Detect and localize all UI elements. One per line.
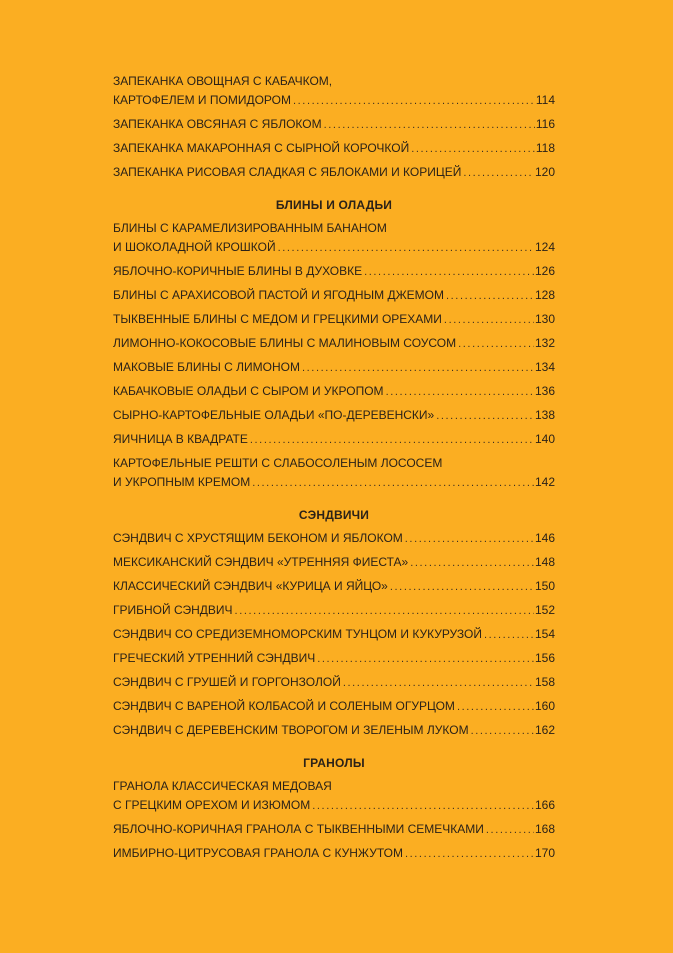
page-number: 138	[534, 408, 555, 422]
toc-entry[interactable]	[113, 625, 555, 645]
entry-line	[113, 382, 555, 402]
dot-leader	[405, 845, 534, 864]
toc-entry[interactable]	[113, 820, 555, 840]
page-number: 168	[534, 822, 555, 836]
section-heading: СЭНДВИЧИ	[298, 508, 370, 522]
dot-leader	[302, 359, 534, 378]
toc-entry[interactable]	[113, 529, 555, 549]
entry-title: БЛИНЫ С АРАХИСОВОЙ ПАСТОЙ И ЯГОДНЫМ ДЖЕМОМ	[113, 288, 444, 302]
page-number: 162	[534, 723, 555, 737]
entry-line	[113, 139, 555, 159]
toc-entry[interactable]	[113, 577, 555, 597]
entry-line	[113, 262, 555, 282]
entry-title: ЯБЛОЧНО-КОРИЧНЫЕ БЛИНЫ В ДУХОВКЕ	[113, 264, 363, 278]
entry-title-first-line: ГРАНОЛА КЛАССИЧЕСКАЯ МЕДОВАЯ	[113, 779, 332, 793]
entry-title: ЗАПЕКАНКА МАКАРОННАЯ С СЫРНОЙ КОРОЧКОЙ	[113, 141, 410, 155]
entry-title: ЯБЛОЧНО-КОРИЧНАЯ ГРАНОЛА С ТЫКВЕННЫМИ СЕМЕЧКАМИ	[113, 822, 484, 836]
entry-line	[113, 115, 555, 135]
entry-title-first-line: БЛИНЫ С КАРАМЕЛИЗИРОВАННЫМ БАНАНОМ	[113, 221, 387, 235]
page-number: 170	[534, 846, 555, 860]
page-number: 150	[534, 579, 555, 593]
page-number: 132	[534, 336, 555, 350]
entry-line	[113, 577, 555, 597]
page-number: 166	[534, 798, 555, 812]
entry-line	[113, 334, 555, 354]
toc-entry[interactable]	[113, 673, 555, 693]
page-number: 114	[535, 93, 555, 107]
dot-leader	[250, 431, 534, 450]
entry-title-first-line: ЗАПЕКАНКА ОВОЩНАЯ С КАБАЧКОМ,	[113, 74, 333, 88]
page-number: 146	[534, 531, 555, 545]
page-number: 120	[534, 165, 555, 179]
toc-entry[interactable]	[113, 553, 555, 573]
entry-line	[113, 163, 555, 183]
entry-line	[113, 286, 555, 306]
entry-title: КЛАССИЧЕСКИЙ СЭНДВИЧ «КУРИЦА И ЯЙЦО»	[113, 579, 388, 593]
dot-leader	[484, 626, 534, 645]
dot-leader	[278, 239, 534, 258]
dot-leader	[463, 164, 534, 183]
entry-title: СЭНДВИЧ С ВАРЕНОЙ КОЛБАСОЙ И СОЛЕНЫМ ОГУРЦОМ	[113, 699, 455, 713]
toc-section	[113, 755, 555, 864]
dot-leader	[458, 335, 534, 354]
entry-line	[113, 673, 555, 693]
entry-line	[113, 649, 555, 669]
entry-title: ГРИБНОЙ СЭНДВИЧ	[113, 603, 233, 617]
toc-entry[interactable]	[113, 139, 555, 159]
dot-leader	[411, 140, 535, 159]
dot-leader	[293, 92, 535, 111]
page-number: 130	[534, 312, 555, 326]
toc-entry[interactable]	[113, 406, 555, 426]
section-heading: ГРАНОЛЫ	[303, 756, 365, 770]
toc-section	[113, 197, 555, 493]
entry-title: СЫРНО-КАРТОФЕЛЬНЫЕ ОЛАДЬИ «ПО-ДЕРЕВЕНСКИ»	[113, 408, 435, 422]
entry-title: МЕКСИКАНСКИЙ СЭНДВИЧ «УТРЕННЯЯ ФИЕСТА»	[113, 555, 409, 569]
entry-line	[113, 820, 555, 840]
toc-entry[interactable]	[113, 721, 555, 741]
toc-entry[interactable]	[113, 454, 555, 493]
entry-title: ЗАПЕКАНКА РИСОВАЯ СЛАДКАЯ С ЯБЛОКАМИ И КОРИЦЕЙ	[113, 165, 462, 179]
entry-line	[113, 91, 555, 111]
entry-line	[113, 625, 555, 645]
entry-title: СЭНДВИЧ С ГРУШЕЙ И ГОРГОНЗОЛОЙ	[113, 675, 341, 689]
toc-entry[interactable]	[113, 334, 555, 354]
toc-entry[interactable]	[113, 115, 555, 135]
entry-title: ТЫКВЕННЫЕ БЛИНЫ С МЕДОМ И ГРЕЦКИМИ ОРЕХАМИ	[113, 312, 442, 326]
entry-title: ЛИМОННО-КОКОСОВЫЕ БЛИНЫ С МАЛИНОВЫМ СОУСОМ	[113, 336, 457, 350]
dot-leader	[405, 530, 534, 549]
table-of-contents	[113, 72, 555, 868]
dot-leader	[343, 674, 534, 693]
entry-line	[113, 601, 555, 621]
entry-line	[113, 473, 555, 493]
dot-leader	[410, 554, 534, 573]
dot-leader	[317, 650, 534, 669]
toc-entry[interactable]	[113, 286, 555, 306]
dot-leader	[364, 263, 534, 282]
entry-title: СЭНДВИЧ С ДЕРЕВЕНСКИМ ТВОРОГОМ И ЗЕЛЕНЫМ ЛУКОМ	[113, 723, 469, 737]
dot-leader	[436, 407, 534, 426]
toc-entry[interactable]	[113, 777, 555, 816]
toc-section	[113, 72, 555, 183]
toc-section	[113, 507, 555, 741]
entry-title: ЯИЧНИЦА В КВАДРАТЕ	[113, 432, 248, 446]
page-number: 128	[534, 288, 555, 302]
page-number: 118	[535, 141, 555, 155]
page-number: 154	[534, 627, 555, 641]
dot-leader	[386, 383, 534, 402]
page-number: 134	[534, 360, 555, 374]
page-number: 142	[534, 475, 555, 489]
entry-title: И УКРОПНЫМ КРЕМОМ	[113, 475, 251, 489]
entry-title: МАКОВЫЕ БЛИНЫ С ЛИМОНОМ	[113, 360, 300, 374]
dot-leader	[312, 797, 534, 816]
page-number: 152	[534, 603, 555, 617]
dot-leader	[486, 821, 534, 840]
toc-entry[interactable]	[113, 844, 555, 864]
entry-line	[113, 529, 555, 549]
section-heading: БЛИНЫ И ОЛАДЬИ	[275, 198, 393, 212]
page-number: 156	[534, 651, 555, 665]
entry-title: И ШОКОЛАДНОЙ КРОШКОЙ	[113, 240, 276, 254]
entry-line	[113, 844, 555, 864]
entry-title: С ГРЕЦКИМ ОРЕХОМ И ИЗЮМОМ	[113, 798, 311, 812]
dot-leader	[457, 698, 534, 717]
page-number: 116	[535, 117, 555, 131]
page-number: 126	[534, 264, 555, 278]
page-number: 148	[534, 555, 555, 569]
dot-leader	[446, 287, 534, 306]
toc-entry[interactable]	[113, 601, 555, 621]
entry-line	[113, 697, 555, 717]
toc-entry[interactable]	[113, 219, 555, 258]
entry-title: СЭНДВИЧ СО СРЕДИЗЕМНОМОРСКИМ ТУНЦОМ И КУКУРУЗОЙ	[113, 627, 482, 641]
dot-leader	[235, 602, 534, 621]
entry-title: СЭНДВИЧ С ХРУСТЯЩИМ БЕКОНОМ И ЯБЛОКОМ	[113, 531, 403, 545]
page-number: 160	[534, 699, 555, 713]
toc-entry[interactable]	[113, 163, 555, 183]
entry-title: ИМБИРНО-ЦИТРУСОВАЯ ГРАНОЛА С КУНЖУТОМ	[113, 846, 403, 860]
dot-leader	[252, 474, 534, 493]
entry-line	[113, 796, 555, 816]
entry-title: КАБАЧКОВЫЕ ОЛАДЬИ С СЫРОМ И УКРОПОМ	[113, 384, 384, 398]
entry-title-first-line: КАРТОФЕЛЬНЫЕ РЕШТИ С СЛАБОСОЛЕНЫМ ЛОСОСЕМ	[113, 456, 443, 470]
page-number: 124	[534, 240, 555, 254]
entry-title: ЗАПЕКАНКА ОВСЯНАЯ С ЯБЛОКОМ	[113, 117, 322, 131]
toc-entry[interactable]	[113, 358, 555, 378]
toc-entry[interactable]	[113, 382, 555, 402]
dot-leader	[471, 722, 534, 741]
toc-entry[interactable]	[113, 72, 555, 111]
dot-leader	[324, 116, 535, 135]
toc-entry[interactable]	[113, 697, 555, 717]
entry-line	[113, 358, 555, 378]
toc-entry[interactable]	[113, 262, 555, 282]
dot-leader	[390, 578, 534, 597]
entry-line	[113, 406, 555, 426]
entry-line	[113, 310, 555, 330]
entry-title: ГРЕЧЕСКИЙ УТРЕННИЙ СЭНДВИЧ	[113, 651, 316, 665]
page-number: 158	[534, 675, 555, 689]
page-number: 136	[534, 384, 555, 398]
toc-entry[interactable]	[113, 649, 555, 669]
page-number: 140	[534, 432, 555, 446]
entry-title: КАРТОФЕЛЕМ И ПОМИДОРОМ	[113, 93, 291, 107]
entry-line	[113, 553, 555, 573]
entry-line	[113, 721, 555, 741]
toc-entry[interactable]	[113, 310, 555, 330]
entry-line	[113, 430, 555, 450]
dot-leader	[444, 311, 534, 330]
toc-entry[interactable]	[113, 430, 555, 450]
entry-line	[113, 238, 555, 258]
